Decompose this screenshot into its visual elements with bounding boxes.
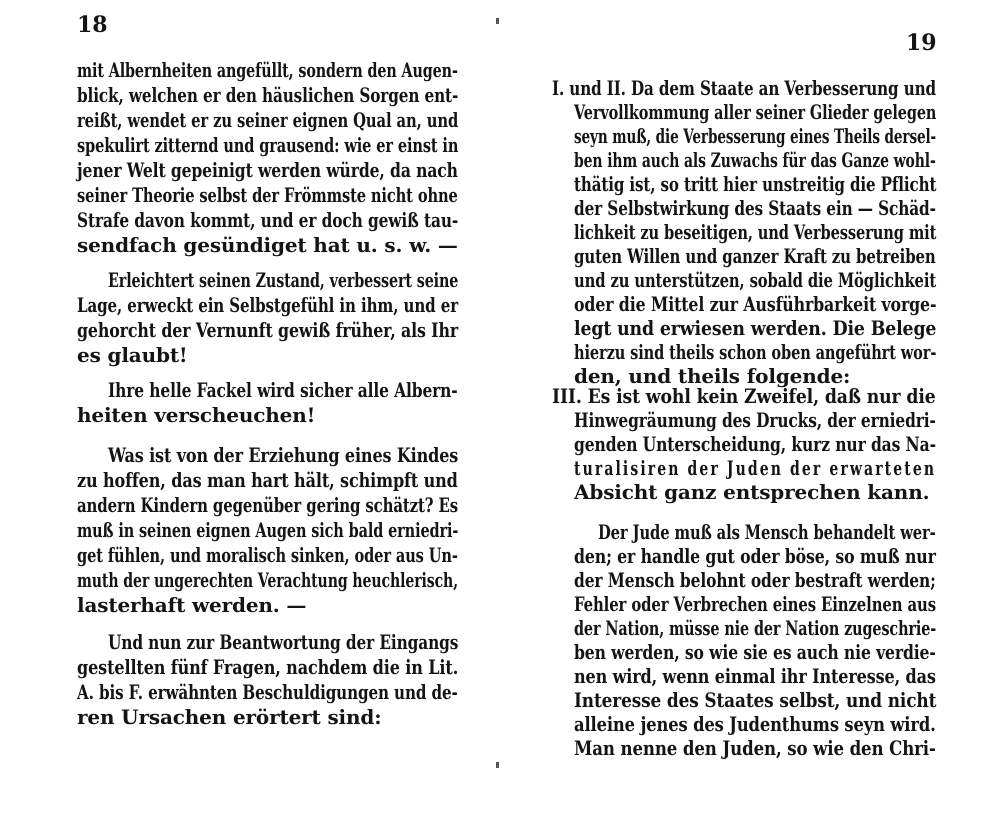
- text-line: lichkeit zu beseitigen, und Verbesserung mit: [574, 220, 937, 244]
- text-line: genden Unterscheidung, kurz nur das Na-: [574, 432, 936, 456]
- text-line: Fehler oder Verbrechen eines Einzelnen aus: [574, 592, 936, 616]
- text-line: sendfach gesündiget hat u. s. w. —: [77, 233, 458, 257]
- text-line: lasterhaft werden. —: [77, 593, 307, 617]
- text-line: muth der ungerechten Verachtung heuchlerisch,: [77, 568, 459, 592]
- text-line: Strafe davon kommt, und er doch gewiß tau-: [77, 208, 459, 232]
- text-line: Lage, erweckt ein Selbstgefühl in ihm, und er: [77, 293, 459, 317]
- text-line: zu hoffen, das man hart hält, schimpft und: [77, 468, 458, 492]
- gutter-mark-bottom: [496, 762, 499, 768]
- text-line: ben ihm auch als Zuwachs für das Ganze wohl-: [574, 148, 936, 172]
- text-line: A. bis F. erwähnten Beschuldigungen und de-: [77, 680, 458, 704]
- text-line: spekulirt zitternd und grausend: wie er einst in: [77, 133, 459, 157]
- text-line: den; er handle gut oder böse, so muß nur: [574, 544, 936, 568]
- text-line: get fühlen, und moralisch sinken, oder aus Un-: [77, 543, 458, 567]
- right-page-number: 19: [906, 30, 937, 56]
- text-line: ben werden, so wie sie es auch nie verdie-: [574, 640, 936, 664]
- text-line: muß in seinen eignen Augen sich bald erniedri-: [77, 518, 459, 542]
- text-line: jener Welt gepeinigt werden würde, da nach: [77, 158, 458, 182]
- text-line: Was ist von der Erziehung eines Kindes: [108, 443, 459, 467]
- text-line: Der Jude muß als Mensch behandelt wer-: [598, 520, 936, 544]
- text-line: heiten verscheuchen!: [77, 403, 316, 427]
- gutter-mark-top: [496, 18, 499, 24]
- text-line: hierzu sind theils schon oben angeführt wor-: [574, 340, 937, 364]
- text-line: der Nation, müsse nie der Nation zugeschrie-: [574, 616, 937, 640]
- text-line: seyn muß, die Verbesserung eines Theils dersel-: [574, 124, 937, 148]
- text-line: mit Albernheiten angefüllt, sondern den Augen-: [77, 58, 458, 82]
- text-line: Interesse des Staates selbst, und nicht: [574, 688, 937, 712]
- text-line: Absicht ganz entsprechen kann.: [574, 480, 930, 504]
- text-line: es glaubt!: [77, 343, 188, 367]
- text-line: der Selbstwirkung des Staats ein — Schäd-: [574, 196, 936, 220]
- text-line: reißt, wendet er zu seiner eignen Qual an, und: [77, 108, 459, 132]
- text-line: Man nenne den Juden, so wie den Chri-: [574, 736, 936, 760]
- text-line: Und nun zur Beantwortung der Eingangs: [108, 630, 459, 654]
- text-line: blick, welchen er den häuslichen Sorgen ent-: [77, 83, 459, 107]
- text-line: seiner Theorie selbst der Frömmste nicht ohne: [77, 183, 458, 207]
- text-line: Erleichtert seinen Zustand, verbessert seine: [108, 268, 459, 292]
- text-line: III. Es ist wohl kein Zweifel, daß nur die: [552, 384, 936, 408]
- text-line: nen wird, wenn einmal ihr Interesse, das: [574, 664, 936, 688]
- text-line: turalisiren der Juden der erwarteten: [574, 456, 937, 480]
- text-line: I. und II. Da dem Staate an Verbesserung und: [552, 76, 936, 100]
- text-line: legt und erwiesen werden. Die Belege: [574, 316, 937, 340]
- text-line: oder die Mittel zur Ausführbarkeit vorge-: [574, 292, 937, 316]
- text-line: andern Kindern gegenüber gering schätzt? Es: [77, 493, 459, 517]
- text-line: ren Ursachen erörtert sind:: [77, 705, 382, 729]
- text-line: den, und theils folgende:: [574, 364, 851, 388]
- text-line: gehorcht der Vernunft gewiß früher, als Ihr: [77, 318, 459, 342]
- text-line: Hinwegräumung des Drucks, der erniedri-: [574, 408, 936, 432]
- text-line: Ihre helle Fackel wird sicher alle Albern-: [108, 378, 458, 402]
- text-line: gestellten fünf Fragen, nachdem die in Lit.: [77, 655, 459, 679]
- text-line: Vervollkommung aller seiner Glieder gelegen: [574, 100, 937, 124]
- text-line: der Mensch belohnt oder bestraft werden;: [574, 568, 936, 592]
- left-page-number: 18: [77, 12, 108, 38]
- text-line: und zu unterstützen, sobald die Möglichkeit: [574, 268, 937, 292]
- text-line: guten Willen und ganzer Kraft zu betreiben: [574, 244, 936, 268]
- text-line: alleine jenes des Judenthums seyn wird.: [574, 712, 936, 736]
- text-line: thätig ist, so tritt hier unstreitig die Pflicht: [574, 172, 937, 196]
